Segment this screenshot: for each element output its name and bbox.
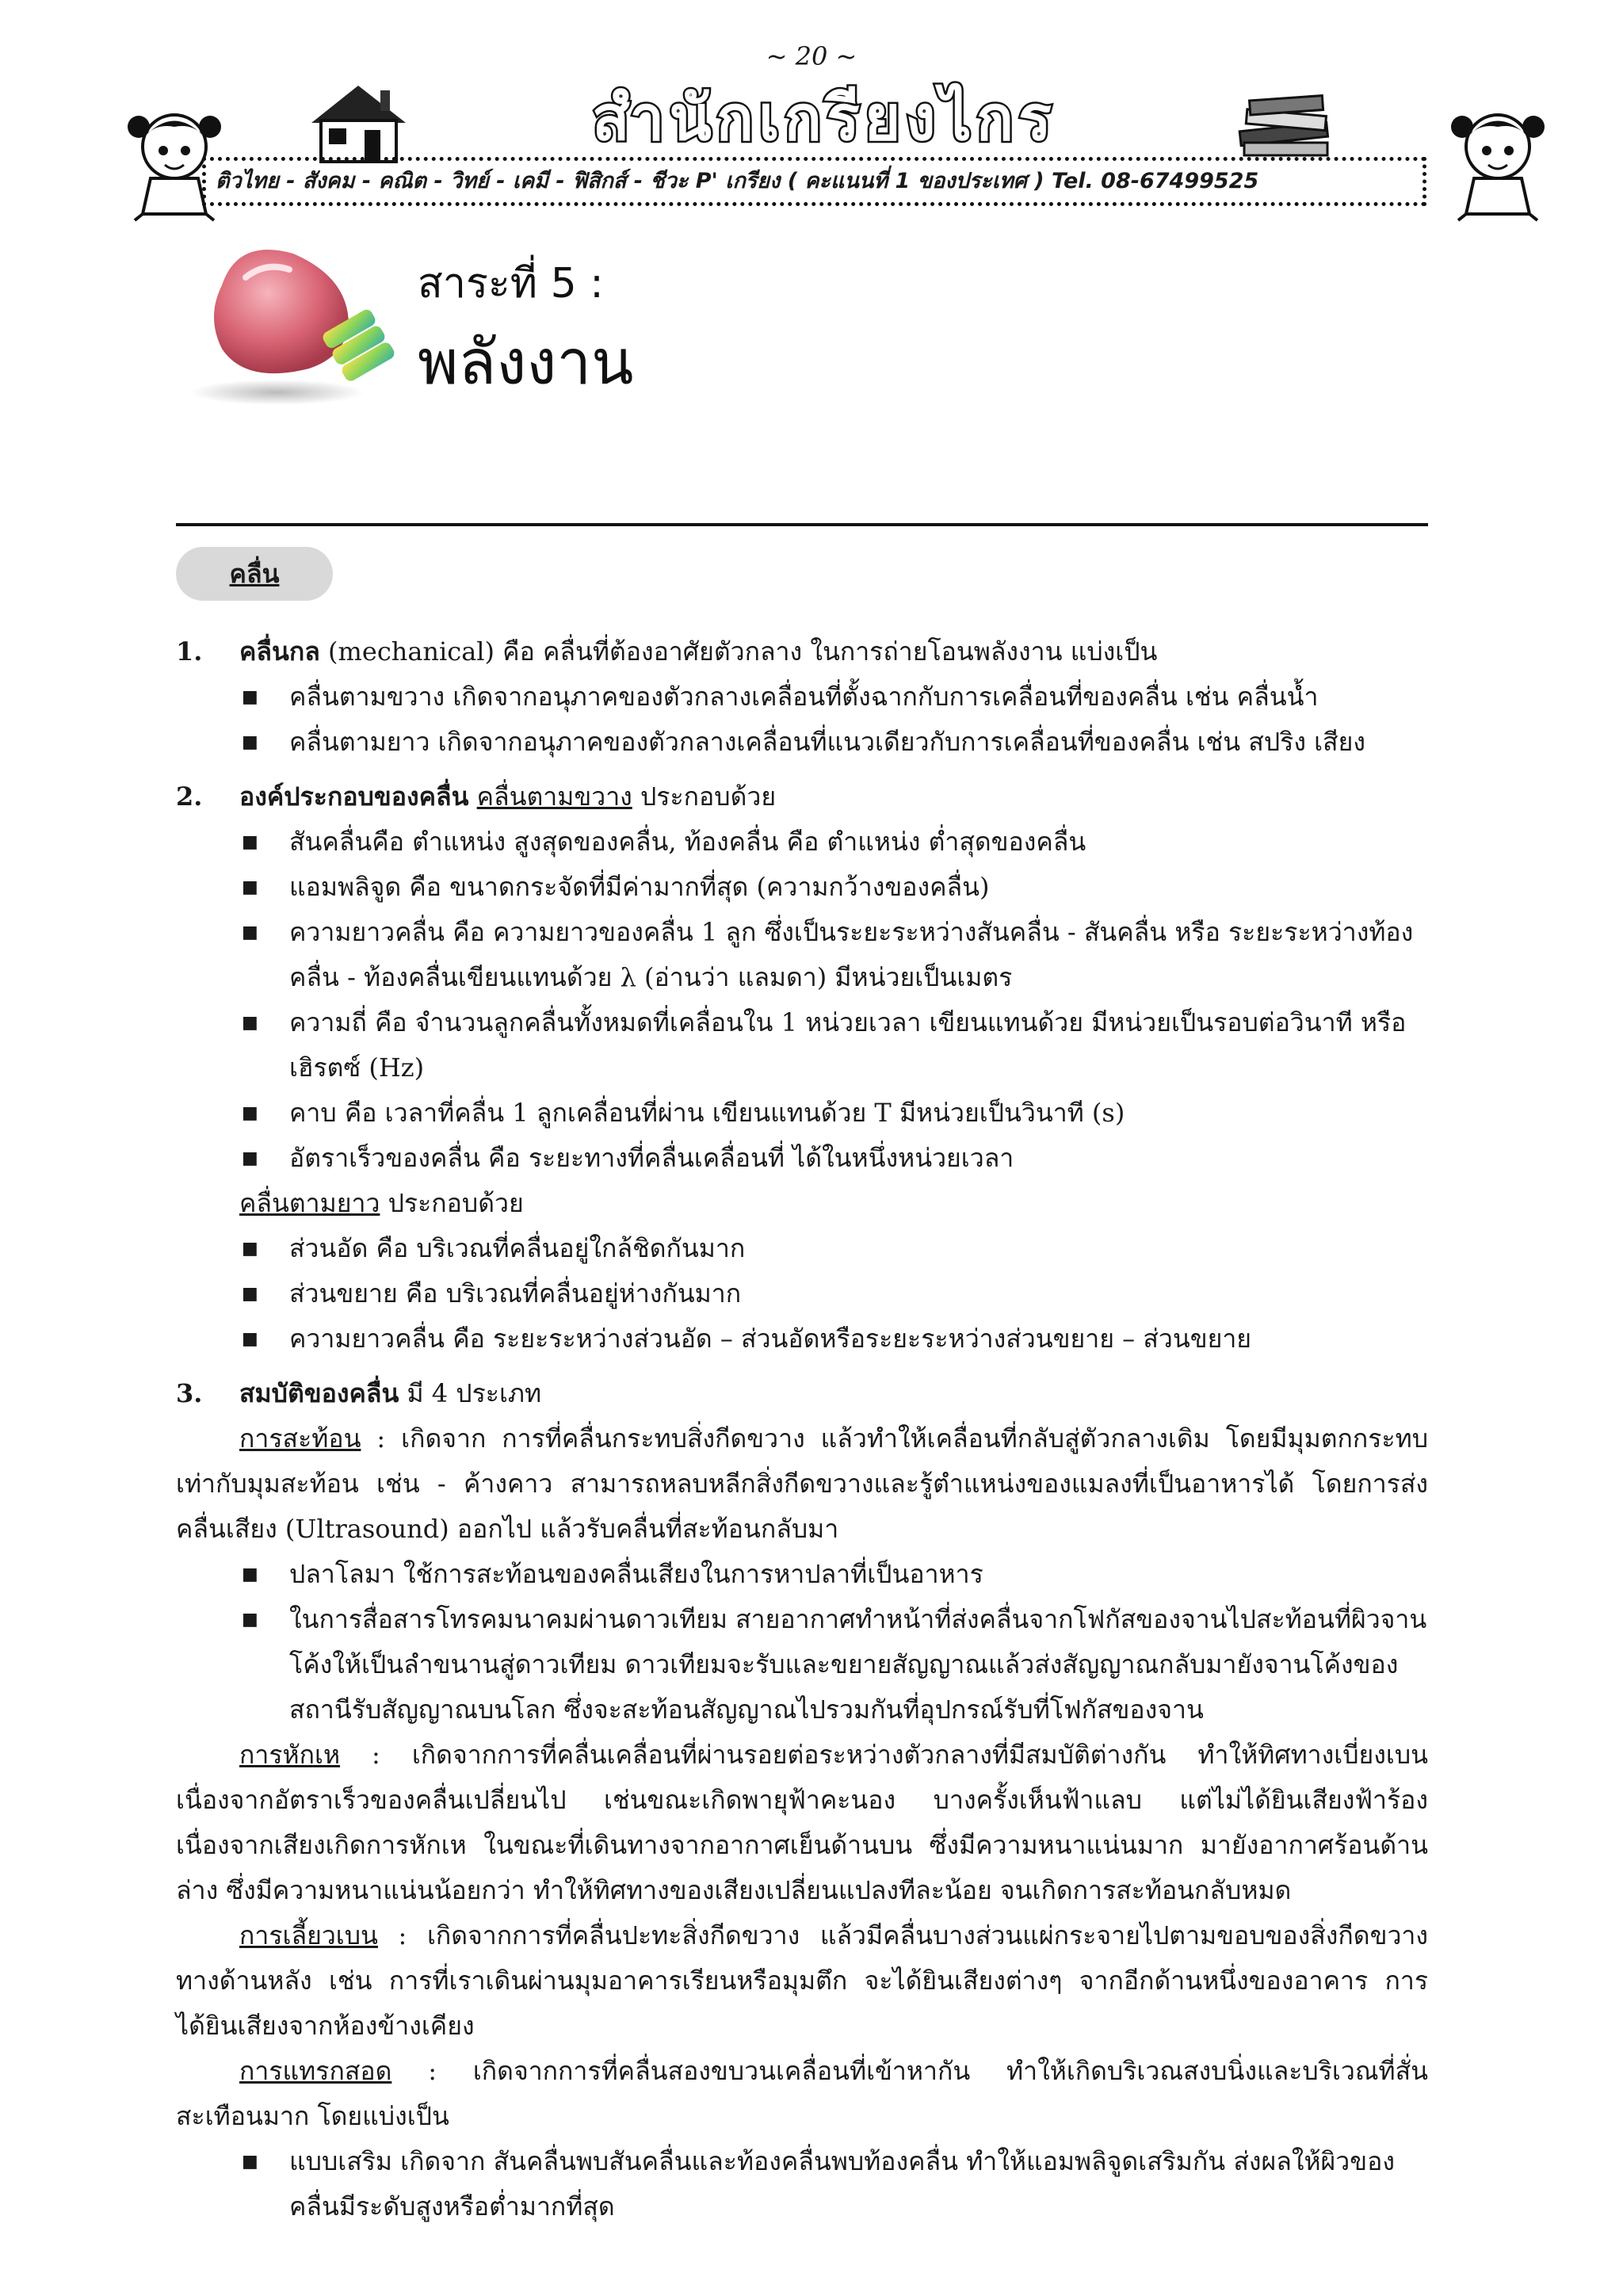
content-body [176, 620, 1428, 2229]
sub-heading: คลื่นตามยาว ประกอบด้วย [239, 1188, 524, 1218]
list-item: ■ ความถี่ คือ จำนวนลูกคลื่นทั้งหมดที่เคลื่อนใน 1 หน่วยเวลา เขียนแทนด้วย มีหน่วยเป็นรอบต่อวินาที หรือ เฮิรตซ์ (Hz) [176, 1000, 1428, 1091]
paragraph: การสะท้อน : เกิดจาก การที่คลื่นกระทบสิ่งกีดขวาง แล้วทำให้เคลื่อนที่กลับสู่ตัวกลางเดิม โดยมีมุมตกกระทบเท่ากับมุมสะท้อน เช่น - ค้างคาว สามารถหลบหลีกสิ่งกีดขวางและรู้ตำแหน่งของแมลงที่เป็นอาหารได้ โดยการส่งคลื่นเสียง (Ultrasound) ออกไป แล้วรับคลื่นที่สะท้อนกลับมา [176, 1423, 1428, 1544]
brand-title: สำนักเกรียงไกร [592, 83, 1056, 155]
paragraph: การหักเห : เกิดจากการที่คลื่นเคลื่อนที่ผ่านรอยต่อระหว่างตัวกลางที่มีสมบัติต่างกัน ทำให้ทิศทางเบี่ยงเบน เนื่องจากอัตราเร็วของคลื่นเปลี่ยนไป เช่นขณะเกิดพายุฟ้าคะนอง บางครั้งเห็นฟ้าแลบ แต่ไม่ได้ยินเสียงฟ้าร้อง เนื่องจากเสียงเกิดการหักเห ในขณะที่เดินทางจากอากาศเย็นด้านบน ซึ่งมีความหนาแน่นมาก มายังอากาศร้อนด้านล่าง ซึ่งมีความหนาแน่นน้อยกว่า ทำให้ทิศทางของเสียงเปลี่ยนแปลงทีละน้อย จนเกิดการสะท้อนกลับหมด [176, 1740, 1428, 1905]
list-item: ■ ส่วนขยาย คือ บริเวณที่คลื่นอยู่ห่างกันมาก [176, 1271, 1428, 1316]
strand-title: พลังงาน [418, 327, 634, 399]
page-number: ~ 20 ~ [766, 41, 857, 71]
house-icon [305, 79, 412, 166]
list-item: ■ ความยาวคลื่น คือ ความยาวของคลื่น 1 ลูก ซึ่งเป็นระยะระหว่างสันคลื่น - สันคลื่น หรือ ระยะระหว่างท้องคลื่น - ท้องคลื่นเขียนแทนด้วย λ (อ่านว่า แลมดา) มีหน่วยเป็นเมตร [176, 910, 1428, 1000]
numbered-item: 3. สมบัติของคลื่น มี 4 ประเภท [176, 1378, 542, 1408]
numbered-item: 1. คลื่นกล (mechanical) คือ คลื่นที่ต้องอาศัยตัวกลาง ในการถ่ายโอนพลังงาน แบ่งเป็น [176, 636, 1158, 667]
list-item: ■ ปลาโลมา ใช้การสะท้อนของคลื่นเสียงในการหาปลาที่เป็นอาหาร [176, 1552, 1428, 1597]
strand-label: สาระที่ 5 : [418, 260, 604, 308]
mascot-right-icon [1442, 103, 1553, 222]
lightbulb-icon [190, 230, 404, 412]
paragraph: การแทรกสอด : เกิดจากการที่คลื่นสองขบวนเคลื่อนที่เข้าหากัน ทำให้เกิดบริเวณสงบนิ่งและบริเวณที่สั่นสะเทือนมาก โดยแบ่งเป็น [176, 2056, 1428, 2131]
divider [176, 523, 1428, 526]
list-item: ■ คาบ คือ เวลาที่คลื่น 1 ลูกเคลื่อนที่ผ่าน เขียนแทนด้วย T มีหน่วยเป็นวินาที (s) [176, 1091, 1428, 1136]
section-tag: คลื่น [176, 547, 333, 601]
list-item: ■ อัตราเร็วของคลื่น คือ ระยะทางที่คลื่นเคลื่อนที่ ได้ในหนึ่งหน่วยเวลา [176, 1136, 1428, 1181]
list-item: ■ สันคลื่นคือ ตำแหน่ง สูงสุดของคลื่น, ท้องคลื่น คือ ตำแหน่ง ต่ำสุดของคลื่น [176, 819, 1428, 865]
list-item: ■ ความยาวคลื่น คือ ระยะระหว่างส่วนอัด – ส่วนอัดหรือระยะระหว่างส่วนขยาย – ส่วนขยาย [176, 1316, 1428, 1362]
list-item: ■ คลื่นตามขวาง เกิดจากอนุภาคของตัวกลางเคลื่อนที่ตั้งฉากกับการเคลื่อนที่ของคลื่น เช่น คลื่นน้ำ [176, 674, 1428, 720]
subjects-contact-bar: ติวไทย - สังคม - คณิต - วิทย์ - เคมี - ฟิสิกส์ - ชีวะ P' เกรียง ( คะแนนที่ 1 ของประเทศ ) Tel. 08-67499525 [202, 157, 1426, 206]
list-item: ■ แบบเสริม เกิดจาก สันคลื่นพบสันคลื่นและท้องคลื่นพบท้องคลื่น ทำให้แอมพลิจูดเสริมกัน ส่งผลให้ผิวของคลื่นมีระดับสูงหรือต่ำมากที่สุด [176, 2139, 1428, 2229]
paragraph: การเลี้ยวเบน : เกิดจากการที่คลื่นปะทะสิ่งกีดขวาง แล้วมีคลื่นบางส่วนแผ่กระจายไปตามขอบของสิ่งกีดขวางทางด้านหลัง เช่น การที่เราเดินผ่านมุมอาคารเรียนหรือมุมตึก จะได้ยินเสียงต่างๆ จากอีกด้านหนึ่งของอาคาร การได้ยินเสียงจากห้องข้างเคียง [176, 1920, 1428, 2041]
numbered-item: 2. องค์ประกอบของคลื่น คลื่นตามขวาง ประกอบด้วย [176, 781, 777, 812]
list-item: ■ คลื่นตามยาว เกิดจากอนุภาคของตัวกลางเคลื่อนที่แนวเดียวกับการเคลื่อนที่ของคลื่น เช่น สปริง เสียง [176, 720, 1428, 765]
list-item: ■ แอมพลิจูด คือ ขนาดกระจัดที่มีค่ามากที่สุด (ความกว้างของคลื่น) [176, 865, 1428, 910]
list-item: ■ ในการสื่อสารโทรคมนาคมผ่านดาวเทียม สายอากาศทำหน้าที่ส่งคลื่นจากโฟกัสของจานไปสะท้อนที่ผิวจานโค้งให้เป็นลำขนานสู่ดาวเทียม ดาวเทียมจะรับและขยายสัญญาณแล้วส่งสัญญาณกลับมายังจานโค้งของสถานีรับสัญญาณบนโลก ซึ่งจะสะท้อนสัญญาณไปรวมกันที่อุปกรณ์รับที่โฟกัสของจาน [176, 1597, 1428, 1733]
books-icon [1232, 79, 1335, 166]
list-item: ■ ส่วนอัด คือ บริเวณที่คลื่นอยู่ใกล้ชิดกันมาก [176, 1226, 1428, 1271]
